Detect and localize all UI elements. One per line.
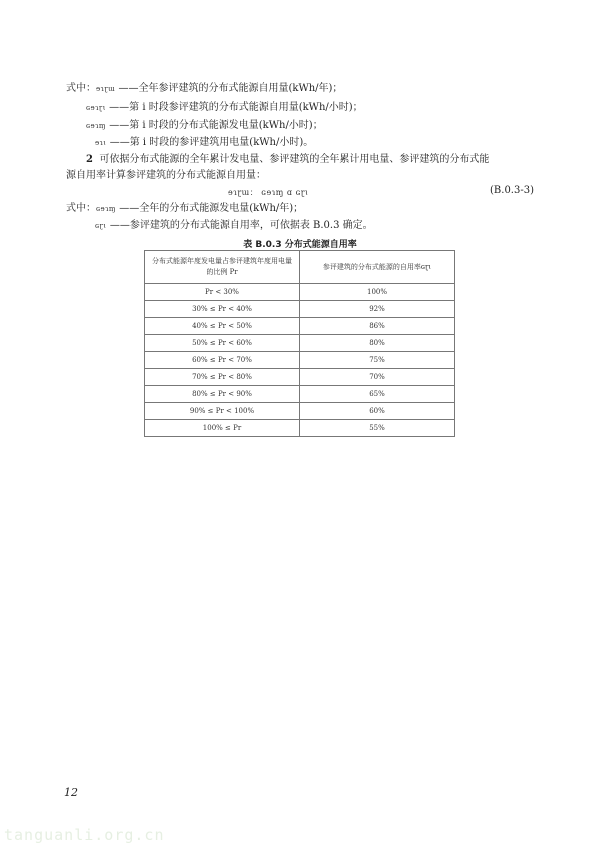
table-header-cell: 分布式能源年度发电量占参评建筑年度用电量的比例 Pr [145,251,300,284]
definition-text: ——全年参评建筑的分布式能源自用量(kWh/年)； [118,83,343,94]
table-cell: 30% ≤ Pr < 40% [145,301,300,318]
table-cell: 60% [300,403,455,420]
table-cell: 90% ≤ Pr < 100% [145,403,300,420]
definition-prefix: 式中： [66,203,96,214]
page-number: 12 [64,786,78,799]
table-cell: 100% [300,284,455,301]
paragraph-line [66,169,266,183]
table-row [145,369,455,386]
table-row [145,284,455,301]
table-cell: 60% ≤ Pr < 70% [145,352,300,369]
table-cell: 70% [300,369,455,386]
formula-symbol: ɘɿɽɯ [96,85,116,93]
table-cell: 80% ≤ Pr < 90% [145,386,300,403]
definition-prefix: 式中： [66,83,96,94]
table-header-cell: 参评建筑的分布式能源的自用率ɢɽɩ [300,251,455,284]
formula-symbol: ɢɘɿɱ [86,122,107,130]
table-cell: 55% [300,420,455,437]
paragraph-text: 可依据分布式能源的全年累计发电量、参评建筑的全年累计用电量、参评建筑的分布式能 [99,154,490,165]
table-row [145,352,455,369]
definition-line [95,136,313,150]
definition-text: ——第 i 时段的分布式能源发电量(kWh/小时)； [109,120,323,131]
definition-line [95,219,373,233]
table-caption: 表 B.0.3 分布式能源自用率 [243,240,357,250]
table-cell: 80% [300,335,455,352]
definition-line [86,119,323,133]
table-cell: 92% [300,301,455,318]
self-use-rate-table [144,250,455,437]
definition-text: ——全年的分布式能源发电量(kWh/年)； [119,203,304,214]
definition-text: ——参评建筑的分布式能源自用率，可依据表 B.0.3 确定。 [109,220,373,231]
definition-text: ——第 i 时段参评建筑的分布式能源自用量(kWh/小时)； [109,102,363,113]
definition-line [86,101,363,115]
formula: ɘɿɽɯ： ɢɘɿɱ ɑ ɢɽɩ [228,188,309,197]
paragraph-line [86,153,489,167]
definition-line [66,82,342,96]
watermark-text: tanguanli.org.cn [4,826,165,844]
table-cell: 86% [300,318,455,335]
formula-symbol: ɢɽɩ [95,222,107,230]
table-row [145,386,455,403]
paragraph-number: 2 [86,154,93,165]
table-row [145,420,455,437]
equation-number: (B.0.3-3) [490,185,534,196]
formula-symbol: ɘɿɩ [95,139,107,147]
table-cell: 40% ≤ Pr < 50% [145,318,300,335]
table-cell: 65% [300,386,455,403]
paragraph-text: 源自用率计算参评建筑的分布式能源自用量： [66,170,266,181]
table-cell: 75% [300,352,455,369]
table-cell: Pr < 30% [145,284,300,301]
definition-text: ——第 i 时段的参评建筑用电量(kWh/小时)。 [109,137,314,148]
table-row [145,301,455,318]
table-cell: 50% ≤ Pr < 60% [145,335,300,352]
table-row [145,335,455,352]
table-row [145,318,455,335]
formula-symbol: ɢɘɿɱ [96,205,117,213]
table-cell: 70% ≤ Pr < 80% [145,369,300,386]
definition-line [66,202,303,216]
table-row [145,403,455,420]
table-header-row [145,251,455,284]
table-cell: 100% ≤ Pr [145,420,300,437]
formula-symbol: ɢɘɿɽɩ [86,104,106,112]
